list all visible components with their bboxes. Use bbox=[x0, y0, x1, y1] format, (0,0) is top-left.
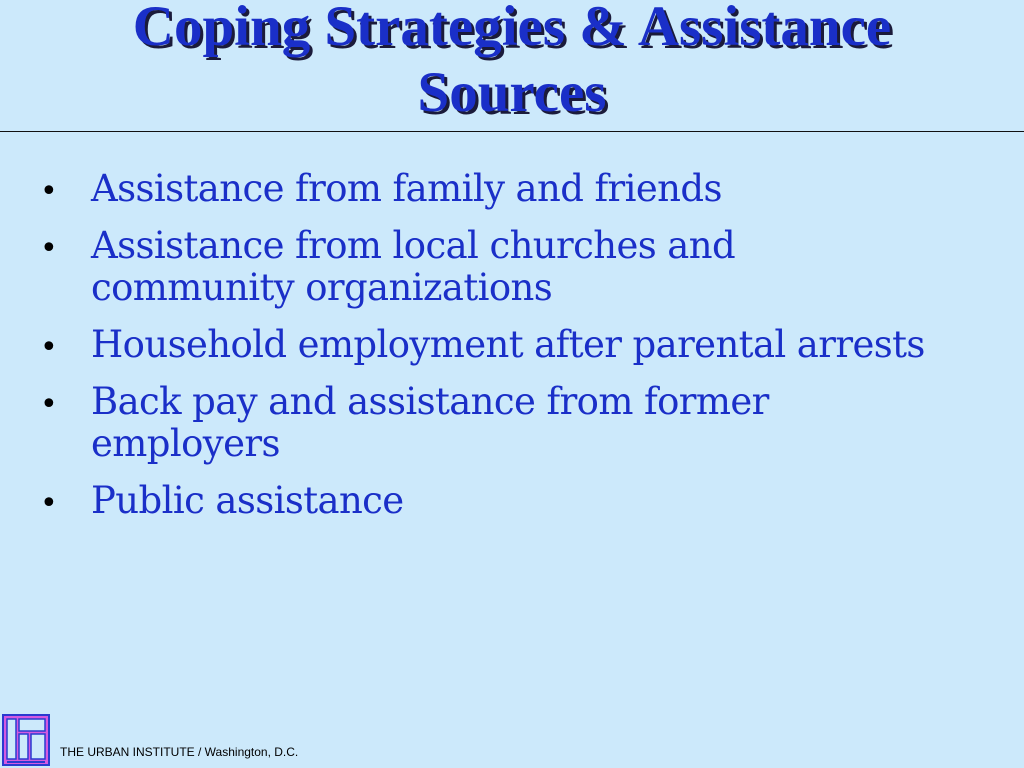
bullet-text: Assistance from local churches and community organizations bbox=[91, 224, 736, 309]
bullet-dot-icon: • bbox=[40, 231, 58, 266]
bullet-item bbox=[0, 324, 1024, 366]
bullet-text: Household employment after parental arrests bbox=[91, 323, 925, 366]
slide-title-line-1: Coping Strategies & Assistance bbox=[132, 0, 892, 58]
bullet-dot-icon: • bbox=[40, 330, 58, 365]
slide-title bbox=[0, 0, 1024, 126]
bullet-item bbox=[0, 225, 1024, 309]
bullet-item bbox=[0, 480, 1024, 522]
slide-title-line-2: Sources bbox=[417, 61, 607, 124]
bullet-dot-icon: • bbox=[40, 174, 58, 209]
bullet-item bbox=[0, 381, 1024, 465]
bullet-text: Back pay and assistance from former employers bbox=[91, 380, 769, 465]
bullet-text: Assistance from family and friends bbox=[91, 167, 722, 210]
title-divider bbox=[0, 131, 1024, 132]
bullet-list bbox=[0, 168, 1024, 537]
footer-text: THE URBAN INSTITUTE / Washington, D.C. bbox=[60, 745, 299, 759]
bullet-dot-icon: • bbox=[40, 486, 58, 521]
urban-institute-logo-icon bbox=[2, 714, 50, 766]
bullet-text: Public assistance bbox=[91, 479, 404, 522]
bullet-dot-icon: • bbox=[40, 387, 58, 422]
bullet-item bbox=[0, 168, 1024, 210]
